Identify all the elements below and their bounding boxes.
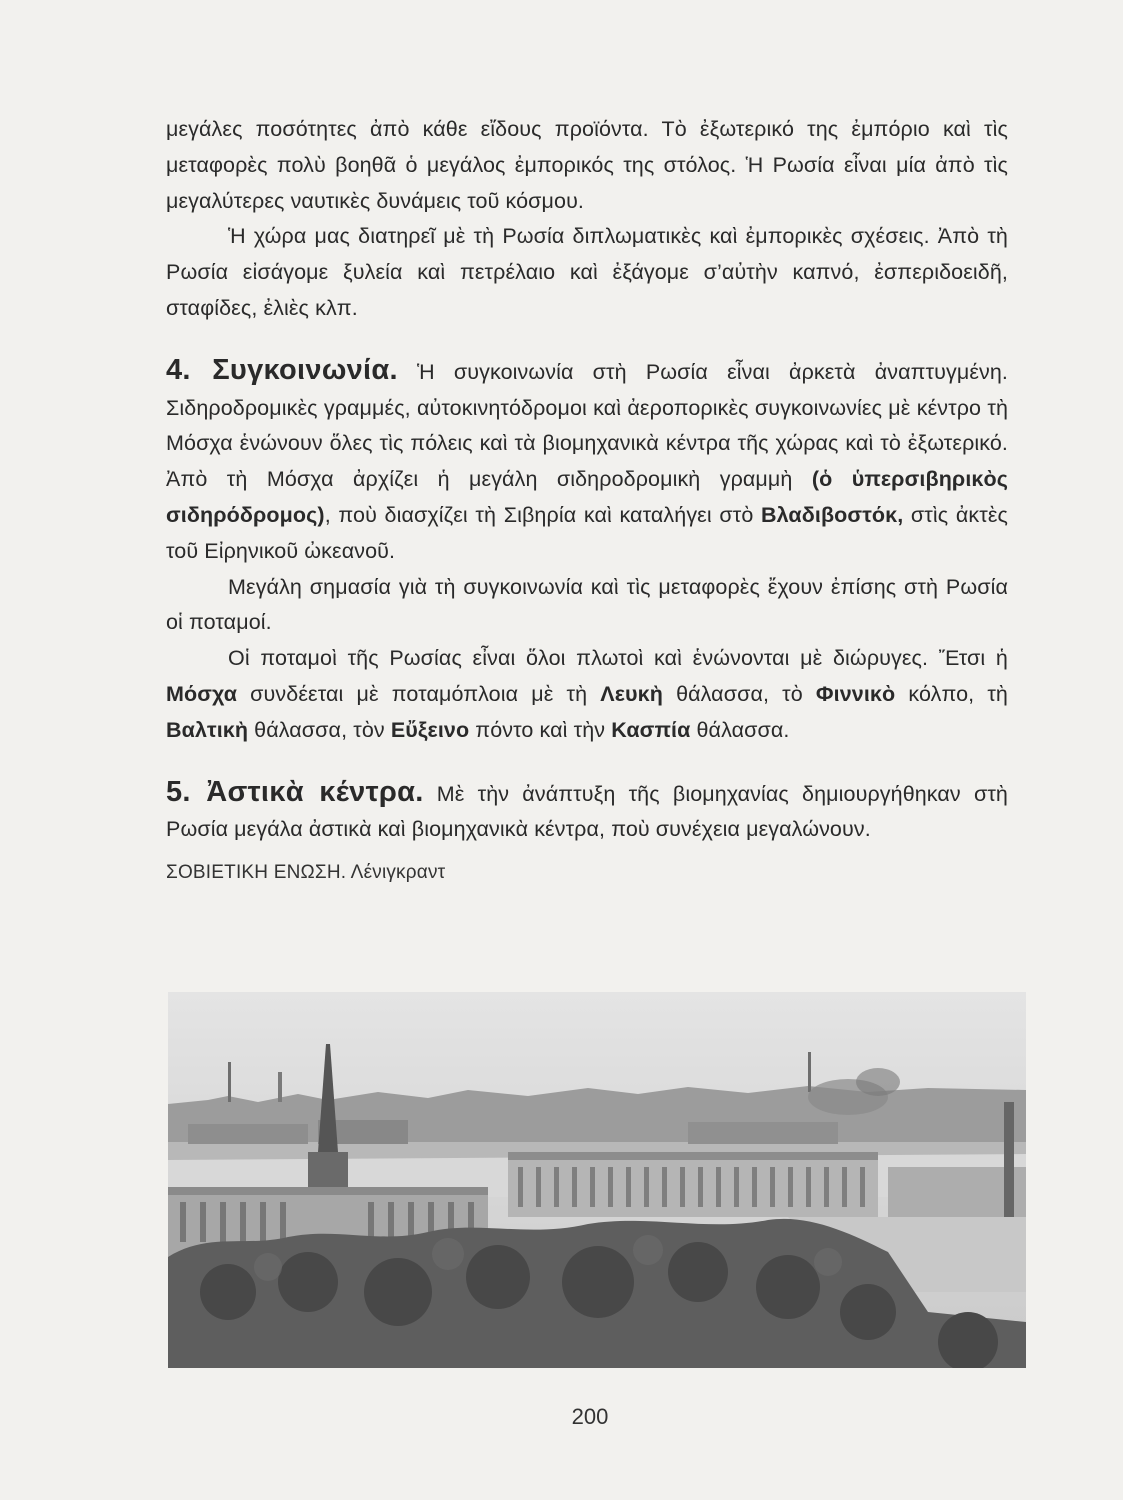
section-4-p3-text-a: Οἱ ποταμοὶ τῆς Ρωσίας εἶναι ὅλοι πλωτοὶ καὶ ἑνώνονται μὲ διώρυγες. Ἔτσι ἡ (228, 646, 1008, 671)
section-4-p3-text-c: θάλασσα, τὸ (662, 681, 816, 706)
section-4-paragraph-3 (166, 641, 1008, 748)
black-sea: Εὔξεινο (390, 717, 470, 742)
section-4-p3-text-d: κόλπο, τὴ (895, 681, 1008, 706)
section-5-heading: 5. Ἀστικὰ κέντρα. (166, 775, 424, 808)
caspian-sea: Κασπία (611, 717, 691, 742)
intro-paragraph-1: μεγάλες ποσότητες ἀπὸ κάθε εἴδους προϊόντα. Τὸ ἐξωτερικό της ἐμπόριο καὶ τὶς μεταφορὲς πολὺ βοηθᾶ ὁ μεγάλος ἐμπορικός της στόλος. Ἡ Ρωσία εἶναι μία ἀπὸ τὶς μεγαλύτερες ναυτικὲς δυνάμεις τοῦ κόσμου. (166, 117, 1008, 213)
intro-paragraph-2: Ἡ χώρα μας διατηρεῖ μὲ τὴ Ρωσία διπλωματικὲς καὶ ἐμπορικὲς σχέσεις. Ἀπὸ τὴ Ρωσία εἰσάγομε ξυλεία καὶ πετρέλαιο καὶ ἐξάγομε σ’αὐτὴν καπνό, ἐσπεριδοειδῆ, σταφίδες, ἐλιὲς κλπ. (166, 224, 1008, 320)
leningrad-photo (168, 992, 1026, 1368)
section-4-p3-text-e: θάλασσα, τὸν (248, 717, 391, 742)
baltic-sea: Βαλτικὴ (166, 717, 249, 742)
section-4-text-a: Ἡ συγκοινωνία στὴ Ρωσία εἶναι ἀρκετὰ ἀναπτυγμένη. Σιδηροδρομικὲς γραμμές, αὐτοκινητόδρομοι καὶ ἀεροπορικὲς συγκοινωνίες μὲ κέντρο τὴ Μόσχα ἑνώνουν ὅλες τὶς πόλεις καὶ τὰ βιομηχανικὰ κέντρα τῆς χώρας καὶ τὸ ἐξωτερικό. Ἀπὸ τὴ Μόσχα ἀρχίζει ἡ μεγάλη σιδηροδρομικὴ γραμμὴ (166, 359, 1008, 492)
section-4-paragraph-1 (166, 353, 1008, 570)
section-5-text: Μὲ τὴν ἀνάπτυξη τῆς βιομηχανίας δημιουργήθηκαν στὴ Ρωσία μεγάλα ἀστικὰ καὶ βιομηχανικὰ κέντρα, ποὺ συνέχεια μεγαλώνουν. (166, 781, 1008, 842)
trans-siberian-railway: (ὁ ὑπερσιβηρικὸς σιδηρόδρομος) (166, 467, 1009, 527)
section-4-heading: 4. Συγκοινωνία. (166, 353, 398, 386)
gulf-of-finland: Φιννικὸ (815, 681, 896, 706)
section-4-text-b: , ποὺ διασχίζει τὴ Σιβηρία καὶ καταλήγει στὸ (324, 502, 761, 527)
moscow: Μόσχα (166, 681, 238, 706)
white-sea: Λευκὴ (600, 681, 663, 706)
section-4-p3-text-f: πόντο καὶ τὴν (469, 717, 612, 742)
photo-caption: ΣΟΒΙΕΤΙΚΗ ΕΝΩΣΗ. Λένιγκραντ (166, 862, 446, 884)
section-4-text-c: στὶς ἀκτὲς τοῦ Εἰρηνικοῦ ὠκεανοῦ. (166, 502, 1008, 563)
section-5-paragraph-1 (166, 775, 1008, 849)
page-text (166, 112, 1008, 884)
section-4-p3-text-b: συνδέεται μὲ ποταμόπλοια μὲ τὴ (237, 681, 601, 706)
leningrad-photo-illustration (168, 992, 1026, 1368)
vladivostok: Βλαδιβοστόκ, (761, 502, 904, 527)
page-number: 200 (571, 1404, 609, 1429)
section-4-paragraph-2: Μεγάλη σημασία γιὰ τὴ συγκοινωνία καὶ τὶς μεταφορὲς ἔχουν ἐπίσης στὴ Ρωσία οἱ ποταμοί. (166, 574, 1008, 635)
section-4-p3-text-g: θάλασσα. (690, 717, 790, 742)
